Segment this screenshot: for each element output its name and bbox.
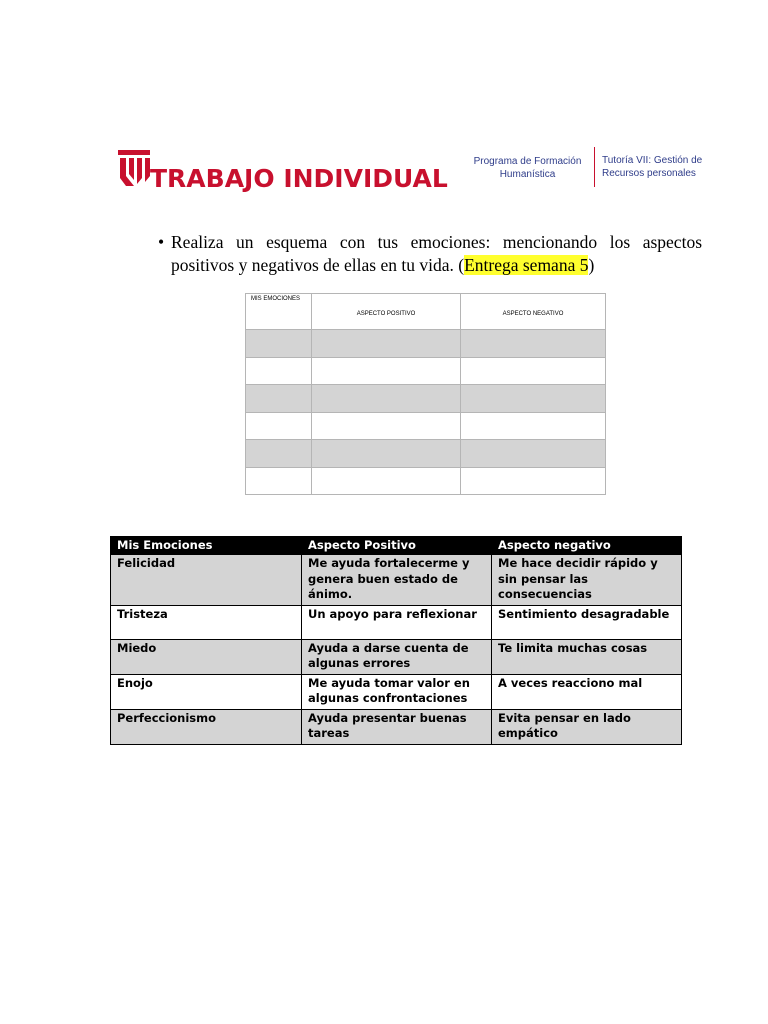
table-row: [111, 709, 682, 744]
template-cell: [246, 412, 312, 440]
program-line-2: Humanística: [499, 169, 556, 180]
template-row: [246, 385, 606, 413]
positive-cell: Un apoyo para reflexionar: [302, 605, 492, 639]
template-row: [246, 330, 606, 358]
template-row: [246, 467, 606, 495]
university-logo-icon: [118, 150, 150, 186]
answers-header-row: [111, 537, 682, 555]
template-row: [246, 357, 606, 385]
template-cell: [461, 467, 606, 495]
template-cell: [461, 385, 606, 413]
template-cell: [461, 412, 606, 440]
answers-header-emociones: Mis Emociones: [111, 537, 302, 555]
template-cell: [461, 330, 606, 358]
tutoria-line-2: Recursos personales: [602, 168, 696, 179]
negative-cell: A veces reacciono mal: [492, 674, 682, 709]
emotion-cell: Felicidad: [111, 555, 302, 606]
template-cell: [461, 440, 606, 468]
template-cell: [246, 440, 312, 468]
emotion-cell: Tristeza: [111, 605, 302, 639]
answers-table: [110, 536, 682, 745]
instruction-text: [171, 231, 702, 277]
negative-cell: Te limita muchas cosas: [492, 639, 682, 674]
positive-cell: Me ayuda tomar valor en algunas confrontaciones: [302, 674, 492, 709]
template-cell: [312, 385, 461, 413]
emotion-cell: Perfeccionismo: [111, 709, 302, 744]
header-divider: [594, 147, 595, 187]
template-cell: [312, 440, 461, 468]
negative-cell: Sentimiento desagradable: [492, 605, 682, 639]
template-cell: [246, 330, 312, 358]
template-table: [245, 293, 606, 495]
negative-cell: Evita pensar en lado empático: [492, 709, 682, 744]
program-label: [470, 155, 585, 181]
template-cell: [312, 412, 461, 440]
program-line-1: Programa de Formación: [473, 156, 582, 167]
table-row: [111, 639, 682, 674]
table-row: [111, 555, 682, 606]
table-row: [111, 605, 682, 639]
template-cell: [246, 467, 312, 495]
deadline-highlight: Entrega semana 5: [464, 255, 589, 275]
template-cell: [246, 385, 312, 413]
instruction-text-main: Realiza un esquema con tus emociones: mencionando los aspectos positivos y negativos de ellas en tu vida. (: [171, 232, 702, 275]
template-row: [246, 412, 606, 440]
answers-header-negativo: Aspecto negativo: [492, 537, 682, 555]
template-cell: [312, 330, 461, 358]
answers-header-positivo: Aspecto Positivo: [302, 537, 492, 555]
instruction-paragraph: [158, 231, 702, 277]
tutoria-line-1: Tutoría VII: Gestión de: [602, 155, 703, 166]
emotion-cell: Enojo: [111, 674, 302, 709]
emotion-cell: Miedo: [111, 639, 302, 674]
positive-cell: Ayuda presentar buenas tareas: [302, 709, 492, 744]
page-title: TRABAJO INDIVIDUAL: [150, 164, 448, 193]
template-row: [246, 440, 606, 468]
bullet: •: [158, 232, 165, 252]
tutoria-label: [602, 154, 712, 180]
template-cell: [461, 357, 606, 385]
table-row: [111, 674, 682, 709]
template-header-negativo: ASPECTO NEGATIVO: [461, 294, 606, 330]
positive-cell: Ayuda a darse cuenta de algunas errores: [302, 639, 492, 674]
template-cell: [312, 467, 461, 495]
template-header-row: [246, 294, 606, 330]
template-cell: [312, 357, 461, 385]
instruction-text-close: ): [588, 255, 595, 275]
positive-cell: Me ayuda fortalecerme y genera buen estado de ánimo.: [302, 555, 492, 606]
negative-cell: Me hace decidir rápido y sin pensar las consecuencias: [492, 555, 682, 606]
template-cell: [246, 357, 312, 385]
template-header-positivo: ASPECTO POSITIVO: [312, 294, 461, 330]
template-header-emociones: MIS EMOCIONES: [246, 294, 312, 330]
